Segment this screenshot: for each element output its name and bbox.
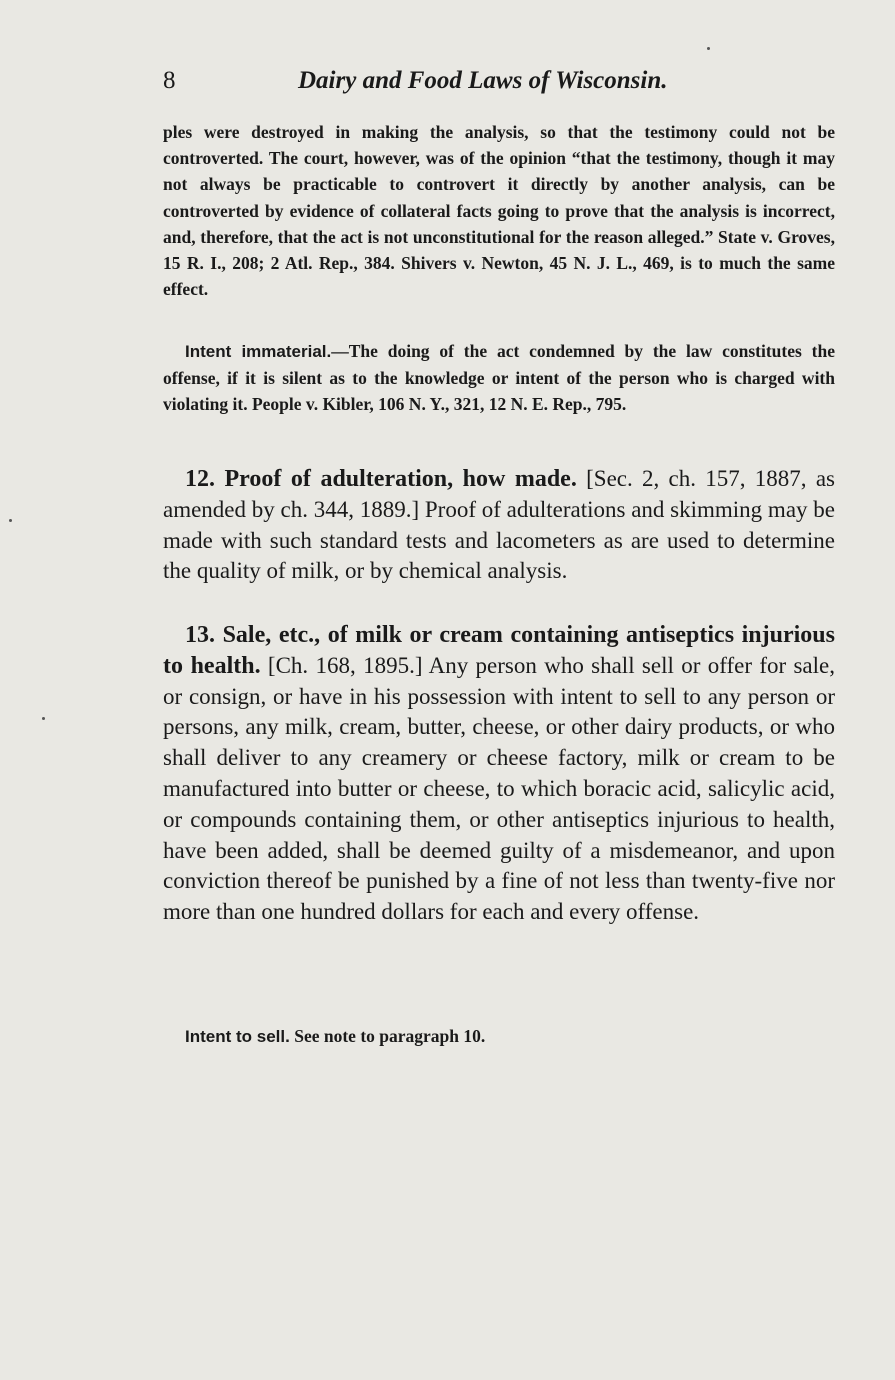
section-13	[163, 620, 835, 928]
note-intent-to-sell-heading: Intent to sell.	[185, 1027, 290, 1046]
section-12-heading: 12. Proof of adulteration, how made.	[185, 466, 577, 492]
paragraph-controvert: ples were destroyed in making the analysis, so that the testimony could not be controverted. The court, however, was of the opinion “that the testimony, though it may not always be practicable to controvert it directly by another analysis, can be controverted by evidence of collateral facts going to prove that the analysis is incorrect, and, therefore, that the act is not unconstitutional for the reason alleged.” State v. Groves, 15 R. I., 208; 2 Atl. Rep., 384. Shivers v. Newton, 45 N. J. L., 469, is to much the same effect.	[163, 122, 835, 300]
note-intent-to-sell	[185, 1023, 485, 1050]
section-12	[163, 464, 835, 587]
paper-speck	[707, 47, 710, 50]
intent-immaterial-body: —The doing of the act condemned by the law constitutes the offense, if it is silent as to the knowledge or intent of the person who is charged with violating it. People v. Kibler, 106 N. Y., 321, 12 N. E. Rep., 795.	[163, 341, 835, 415]
running-title: Dairy and Food Laws of Wisconsin.	[298, 67, 668, 94]
running-head	[163, 64, 723, 98]
paper-speck	[42, 717, 45, 720]
note-intent-to-sell-body: See note to paragraph 10.	[289, 1026, 486, 1046]
paragraph-intent-immaterial	[163, 338, 835, 418]
section-12-body: [Sec. 2, ch. 157, 1887, as amended by ch. 344, 1889.] Proof of adulterations and skimming may be made with such standard tests and lacometers as are used to determine the quality of milk, or by chemical analysis.	[163, 466, 835, 584]
paper-speck	[9, 519, 12, 522]
intent-immaterial-heading: Intent immaterial.	[185, 342, 332, 361]
section-13-body: [Ch. 168, 1895.] Any person who shall sell or offer for sale, or consign, or have in his possession with intent to sell to any person or persons, any milk, cream, butter, cheese, or other dairy products, or who shall deliver to any creamery or cheese factory, milk or cream to be manufactured into butter or cheese, to which boracic acid, salicylic acid, or compounds containing them, or other antiseptics injurious to health, have been added, shall be deemed guilty of a misdemeanor, and upon conviction thereof be punished by a fine of not less than twenty-five nor more than one hundred dollars for each and every offense.	[163, 652, 835, 925]
page-number: 8	[163, 67, 176, 94]
section-13-heading: 13. Sale, etc., of milk or cream containing antiseptics injurious to health.	[163, 622, 835, 679]
